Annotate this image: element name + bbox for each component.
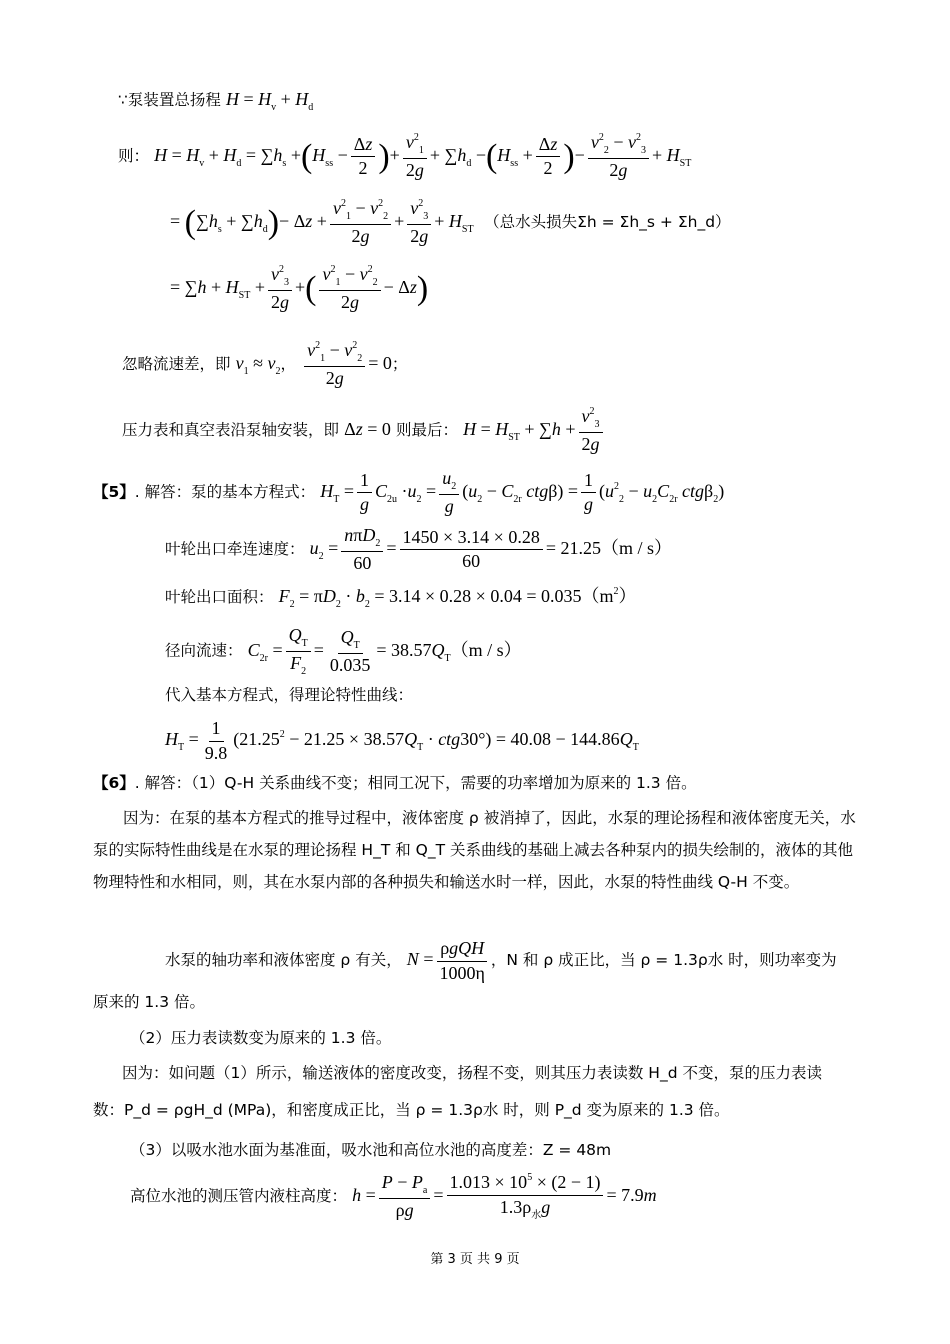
power-text-b: ，N 和 ρ 成正比，当 ρ = 1.3ρ水 时，则功率变为 [490, 951, 837, 970]
line6-mid: 则最后： [395, 420, 458, 439]
section5-basic-equation: $H_T$ = $\frac{1}{g}$ $C_{2u} \cdot u_2$ = $\frac{u_2}{g}$ ($u_2 - C_{2r}$ ctgβ) = $\frac{1}{g}$ ($u^2_2 - u_2C_{2r}$ ctgβ$_2$) [320, 468, 725, 516]
line5-eq2: $\frac{v^2_1 - v^2_2}{2g}$ = 0 [301, 353, 392, 373]
power-text-a: 水泵的轴功率和液体密度 ρ 有关， [165, 951, 402, 970]
line4-equation: = $\sum h + H_{ST}$ + $\frac{v^2_3}{2g}$ +( $\frac{v^2_1 - v^2_2}{2g}$ − Δz) [170, 264, 429, 312]
line-final-head [122, 406, 606, 456]
height-column-equation: h = $\frac{P - P_a}{\rho g}$ = $\frac{1.013 \times 10^5 \times (2 - 1)}{1.3\rho_水g}$ = 7.9m [352, 1172, 657, 1221]
line-head-regrouped [170, 198, 731, 248]
section6-title: . 解答：（1）Q-H 关系曲线不变；相同工况下，需要的功率增加为原来的 1.3 倍。 [134, 774, 697, 792]
power-equation: N = $\frac{\text{ρgQH}}{1000\eta}$ [407, 949, 491, 969]
section6-paragraph1: 因为：在泵的基本方程式的推导过程中，液体密度 ρ 被消掉了，因此，水泵的理论扬程和液体密度无关，水泵的实际特性曲线是在水泵的理论扬程 H_T 和 Q_T 关系曲线的基础上减去各种泵内的损失绘制的，液体的其他物理特性和水相同，则，其在水泵内部的各种损失和输送水时一样，因此，水泵的特性曲线 Q-H 不变。 [93, 809, 856, 891]
f2-label: 叶轮出口面积： [165, 588, 274, 606]
height-column-label: 高位水池的测压管内液柱高度： [130, 1186, 348, 1205]
power-text-c: 原来的 1.3 倍。 [93, 993, 206, 1011]
section5-header [93, 468, 724, 518]
line-f2 [165, 585, 636, 611]
section6-item2: （2）压力表读数变为原来的 1.3 倍。 [130, 1029, 392, 1047]
ht-equation: $H_T$ = $\frac{1}{9.8}$ $(21.25^2 - 21.25 \times 38.57Q_T \cdot ctg30^\circ) = 40.08 - 144.86Q_T$ [165, 718, 639, 763]
c2r-equation: $C_{2r}$ = $\frac{Q_T}{F_2}$ = $\frac{Q_T}{0.035}$ = $38.57Q_T(m / s)$ [247, 625, 522, 677]
substitute-text: 代入基本方程式，得理论特性曲线： [165, 686, 414, 704]
page-footer: 第 3 页 共 9 页 [430, 1252, 520, 1267]
section6-header [93, 773, 697, 794]
line2-prefix: 则： [118, 146, 150, 165]
line1-prefix: ∵泵装置总扬程 [118, 91, 221, 109]
line6-prefix: 压力表和真空表沿泵轴安装，即 [122, 420, 340, 439]
line-ht-curve [165, 718, 639, 764]
line-u2 [165, 525, 672, 575]
u2-equation: $u_2$ = $\frac{n\pi D_2}{60}$ = $\frac{1450 \times 3.14 \times 0.28}{60}$ = 21.25（m / s） [309, 525, 672, 573]
line6-eq1: Δz = 0 [344, 418, 391, 439]
section6-label: 【6】 [93, 774, 135, 792]
f2-equation: $F_2 = \pi D_2 \cdot b_2 = 3.14 \times 0.28 \times 0.04 = 0.035(m^2)$ [278, 586, 637, 610]
line3-equation: = $(\sum h_s + \sum h_d)- \Delta z$ + $\frac{v^2_1 - v^2_2}{2g}$ + $\frac{v^2_3}{2g}$ + $H_{ST}$ [170, 198, 474, 246]
line-head-simplified [170, 264, 428, 314]
section6-item2-reason-b: 数：P_d = ρgH_d (MPa)，和密度成正比，当 ρ = 1.3ρ水 时，则 P_d 变为原来的 1.3 倍。 [93, 1101, 730, 1119]
line5-suffix: ； [391, 354, 408, 373]
section6-item3: （3）以吸水池水面为基准面，吸水池和高位水池的高度差：Z = 48m [130, 1141, 612, 1159]
line2-equation: $H = H_v + H_d = \sum h_s +(H_{ss}$ − $\frac{\Delta z}{2}$ )+ $\frac{v^2_1}{2g}$ + $\sum h_d -(H_{ss}$ + $\frac{\Delta z}{2}$ )− $\frac{v^2_2 - v^2_3}{2g}$ + $H_{ST}$ [154, 132, 692, 180]
section6-item2-reason-a: 因为：如问题（1）所示，输送液体的密度改变，扬程不变，则其压力表读数 H_d 不变，泵的压力表读 [122, 1064, 822, 1082]
line-ignore-velocity-diff [122, 340, 407, 390]
line-power [165, 938, 837, 984]
section5-label: 【5】 [93, 482, 135, 501]
line5-prefix: 忽略流速差，即 [122, 354, 231, 373]
line-head-expansion [118, 132, 691, 182]
line3-note: （总水头损失Σh = Σh_s + Σh_d） [484, 212, 731, 231]
line-c2r [165, 625, 522, 678]
line6-eq2: $H = H_{ST} + \sum h$ + $\frac{v^2_3}{2g}$ [463, 419, 605, 439]
section5-title: . 解答：泵的基本方程式： [134, 482, 316, 501]
line1-equation: $H = H_v + H_d$ [225, 89, 314, 113]
line5-sep: ， [280, 354, 297, 373]
line-height-column [130, 1172, 657, 1222]
line-substitute [165, 685, 413, 706]
line-pump-total-head [118, 88, 313, 114]
line5-eq1: $v_1 \approx v_2$ [235, 352, 281, 377]
u2-label: 叶轮出口牵连速度： [165, 539, 305, 558]
c2r-label: 径向流速： [165, 641, 243, 660]
